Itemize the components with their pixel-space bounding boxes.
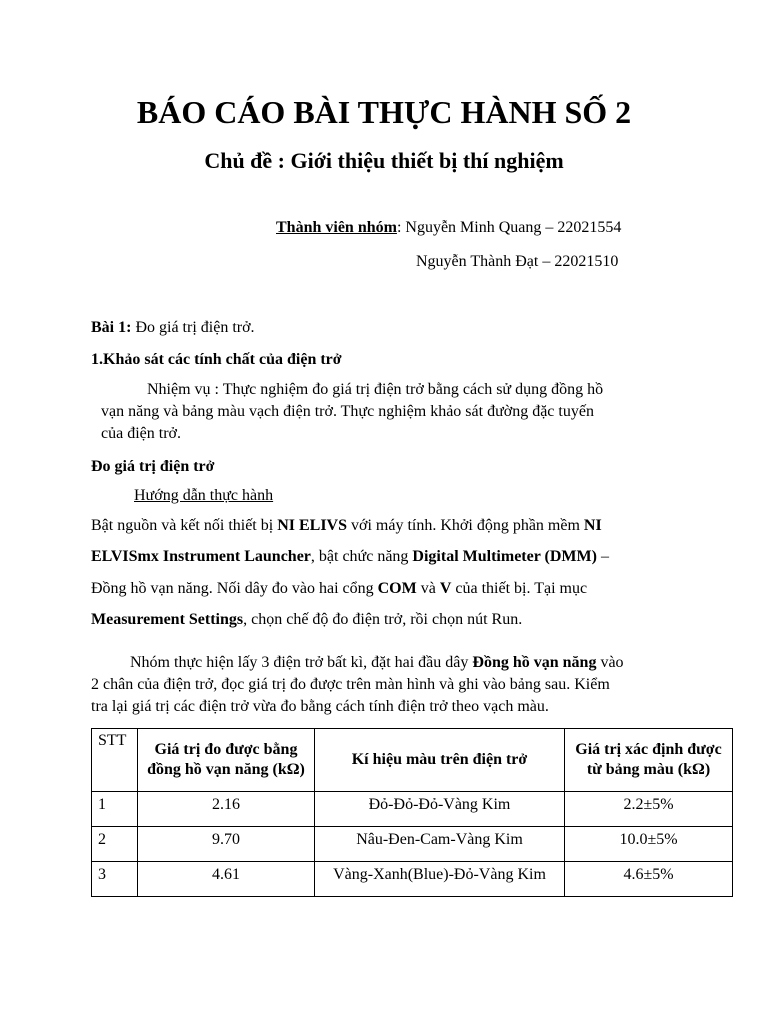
- header-stt: STT: [92, 729, 138, 792]
- members-line-1: [276, 219, 621, 237]
- cell-color: Nâu-Đen-Cam-Vàng Kim: [315, 827, 565, 862]
- guide-text: với máy tính. Khởi động phần mềm: [347, 517, 584, 534]
- member-1: : Nguyễn Minh Quang – 22021554: [396, 219, 622, 236]
- task-line-1: Nhiệm vụ : Thực nghiệm đo giá trị điện trở bằng cách sử dụng đồng hồ: [147, 381, 604, 398]
- header-color-code: Kí hiệu màu trên điện trở: [315, 729, 565, 792]
- guide-text: và: [416, 580, 440, 597]
- task-line-3: của điện trở.: [101, 425, 181, 442]
- para2-line-2: 2 chân của điện trở, đọc giá trị đo được trên màn hình và ghi vào bảng sau. Kiểm: [91, 676, 610, 693]
- para2-line-1: [130, 654, 624, 672]
- guide-line-2: [91, 548, 609, 566]
- table-row: [92, 862, 733, 897]
- port-name: COM: [377, 580, 417, 597]
- results-table: [91, 728, 733, 897]
- exercise-label: Bài 1:: [91, 319, 132, 336]
- software-name: ELVISmx Instrument Launcher: [91, 548, 311, 565]
- cell-stt: 2: [92, 827, 138, 862]
- device-name: NI ELIVS: [277, 517, 348, 534]
- port-name: V: [439, 580, 452, 597]
- settings-name: Measurement Settings: [91, 611, 244, 628]
- measure-heading: Đo giá trị điện trở: [91, 458, 215, 475]
- guide-text: của thiết bị. Tại mục: [451, 580, 588, 597]
- members-label: Thành viên nhóm: [276, 219, 397, 236]
- para-text: vào: [596, 654, 624, 671]
- instrument-name: Đồng hồ vạn năng: [472, 654, 597, 671]
- cell-color: Đỏ-Đỏ-Đỏ-Vàng Kim: [315, 792, 565, 827]
- guide-text: , chọn chế độ đo điện trở, rồi chọn nút Run.: [243, 611, 523, 628]
- header-determined: Giá trị xác định được từ bảng màu (kΩ): [565, 729, 733, 792]
- task-line-2: vạn năng và bảng màu vạch điện trở. Thực nghiệm khảo sát đường đặc tuyến: [101, 403, 594, 420]
- guide-line-1: [91, 517, 602, 535]
- header-measured: Giá trị đo được bằng đồng hồ vạn năng (kΩ): [138, 729, 315, 792]
- cell-stt: 3: [92, 862, 138, 897]
- cell-determined: 2.2±5%: [565, 792, 733, 827]
- report-title: BÁO CÁO BÀI THỰC HÀNH SỐ 2: [136, 94, 632, 130]
- cell-color: Vàng-Xanh(Blue)-Đỏ-Vàng Kim: [315, 862, 565, 897]
- guide-line-4: [91, 611, 522, 629]
- guide-text: –: [596, 548, 609, 565]
- guide-text: Đồng hồ vạn năng. Nối dây đo vào hai cổng: [91, 580, 378, 597]
- cell-determined: 4.6±5%: [565, 862, 733, 897]
- cell-stt: 1: [92, 792, 138, 827]
- para-text: Nhóm thực hiện lấy 3 điện trở bất kì, đặt hai đầu dây: [130, 654, 473, 671]
- guide-text: , bật chức năng: [310, 548, 413, 565]
- cell-measured: 4.61: [138, 862, 315, 897]
- guide-text: Bật nguồn và kết nối thiết bị: [91, 517, 278, 534]
- exercise-1-line: [91, 319, 255, 337]
- guide-heading: Hướng dẫn thực hành: [134, 487, 274, 504]
- para2-line-3: tra lại giá trị các điện trở vừa đo bằng cách tính điện trở theo vạch màu.: [91, 698, 549, 715]
- guide-line-3: [91, 580, 587, 598]
- table-row: [92, 827, 733, 862]
- section-heading: 1.Khảo sát các tính chất của điện trở: [91, 351, 342, 368]
- member-2: Nguyễn Thành Đạt – 22021510: [416, 253, 619, 270]
- cell-measured: 2.16: [138, 792, 315, 827]
- table-row: [92, 792, 733, 827]
- table-header-row: [92, 729, 733, 792]
- function-name: Digital Multimeter (DMM): [412, 548, 597, 565]
- cell-measured: 9.70: [138, 827, 315, 862]
- exercise-text: Đo giá trị điện trở.: [131, 319, 255, 336]
- report-subtitle: Chủ đề : Giới thiệu thiết bị thí nghiệm: [204, 148, 564, 173]
- cell-determined: 10.0±5%: [565, 827, 733, 862]
- software-name: NI: [583, 517, 602, 534]
